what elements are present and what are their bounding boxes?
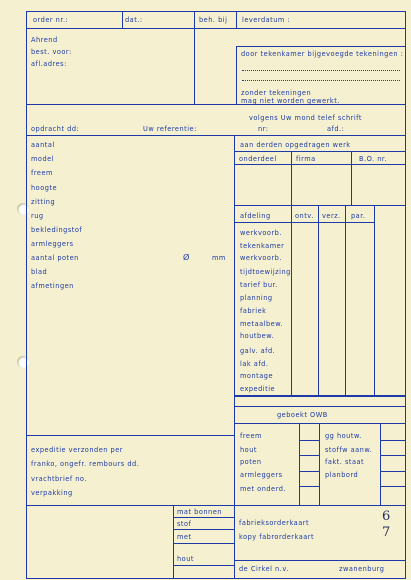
dept-planning: planning (240, 294, 273, 302)
booked-hout: hout (240, 446, 257, 454)
spec-hoogte: hoogte (31, 184, 58, 192)
drawings-note-1: zonder tekeningen (241, 89, 312, 97)
spec-freem: freem (31, 169, 53, 177)
handwritten-number-6: 6 (382, 509, 391, 524)
booked-stoffw-aanw: stoffw aanw. (325, 446, 373, 454)
booked-poten: poten (240, 458, 262, 466)
shipping-line-3: vrachtbrief no. (31, 475, 87, 483)
factory-order-card: fabrieksorderkaart (239, 519, 310, 527)
spec-model: model (31, 155, 55, 163)
spec-bekledingstof: bekledingstof (31, 226, 83, 234)
booked-title: geboekt OWB (277, 411, 328, 419)
material-hout: hout (177, 555, 194, 563)
booked-freem: freem (240, 432, 262, 440)
diameter-symbol: Ø (183, 253, 190, 262)
address-line-1: Ahrend (31, 36, 58, 44)
delivery-date-label: leverdatum : (242, 16, 291, 24)
dept-galv-afd: galv. afd. (240, 347, 276, 355)
company-name: de Cirkel n.v. (239, 565, 289, 573)
order-nr-label: order nr.: (33, 16, 69, 24)
dept-tekenkamer: tekenkamer (240, 242, 285, 250)
material-met: met (177, 533, 192, 541)
spec-afmetingen: afmetingen (31, 282, 74, 290)
spec-armleggers: armleggers (31, 240, 74, 248)
booked-planbord: planbord (325, 471, 359, 479)
dept-header-par: par. (351, 212, 366, 220)
company-city: zwanenburg (339, 565, 385, 573)
third-party-title: aan derden opgedragen werk (240, 141, 351, 149)
dept-fabriek: fabriek (240, 307, 267, 315)
spec-rug: rug (31, 212, 44, 220)
date-label: dat.: (125, 16, 143, 24)
copy-factory-order-card: kopy fabrorderkaart (239, 533, 315, 541)
booked-gg-houtw: gg houtw. (325, 432, 362, 440)
material-mat-bonnen: mat bonnen (177, 508, 222, 516)
reference-nr-label: nr: (258, 125, 269, 133)
third-party-col-part: onderdeel (239, 155, 277, 163)
dept-werkvoorb-1: werkvoorb. (240, 229, 282, 237)
dept-tarief-bur: tarief bur. (240, 281, 278, 289)
third-party-col-firm: firma (296, 155, 316, 163)
spec-zitting: zitting (31, 198, 56, 206)
dept-expeditie: expeditie (240, 385, 276, 393)
your-reference-label: Uw referentie: (143, 125, 197, 133)
reference-dept-label: afd.: (327, 125, 345, 133)
shipping-line-1: expeditie verzonden per (31, 446, 123, 454)
dept-montage: montage (240, 372, 274, 380)
dept-houtbew: houtbew. (240, 332, 275, 340)
spec-blad: blad (31, 268, 48, 276)
dept-lak-afd: lak afd. (240, 360, 269, 368)
dept-header-verz: verz. (322, 212, 341, 220)
shipping-line-2: franko, ongefr. rembours dd. (31, 460, 140, 468)
mm-unit: mm (212, 254, 226, 262)
handwritten-number-7: 7 (382, 525, 391, 540)
material-stof: stof (177, 520, 192, 528)
booked-met-onderd: met onderd. (240, 485, 286, 493)
dept-header-ontv: ontv. (295, 212, 314, 220)
drawings-title: door tekenkamer bijgevoegde tekeningen : (241, 50, 404, 58)
spec-aantal-poten: aantal poten (31, 254, 79, 262)
drawings-note-2: mag niet worden gewerkt. (241, 97, 340, 105)
address-line-2: best. voor: (31, 48, 72, 56)
handled-by-label: beh. bij (199, 16, 228, 24)
booked-armleggers: armleggers (240, 471, 283, 479)
dept-tijdtoewijzing: tijdtoewijzing (240, 268, 291, 276)
address-line-3: afl.adres: (31, 60, 67, 68)
dept-metaalbew: metaalbew. (240, 320, 284, 328)
order-date-label: opdracht dd: (31, 125, 80, 133)
shipping-line-4: verpakking (31, 489, 73, 497)
booked-fakt-staat: fakt. staat (325, 458, 365, 466)
spec-aantal: aantal (31, 141, 55, 149)
dept-werkvoorb-2: werkvoorb. (240, 254, 282, 262)
dept-header-afdeling: afdeling (240, 212, 271, 220)
reference-method: volgens Uw mond telef schrift (249, 114, 362, 122)
third-party-col-bo: B.O. nr. (359, 155, 388, 163)
